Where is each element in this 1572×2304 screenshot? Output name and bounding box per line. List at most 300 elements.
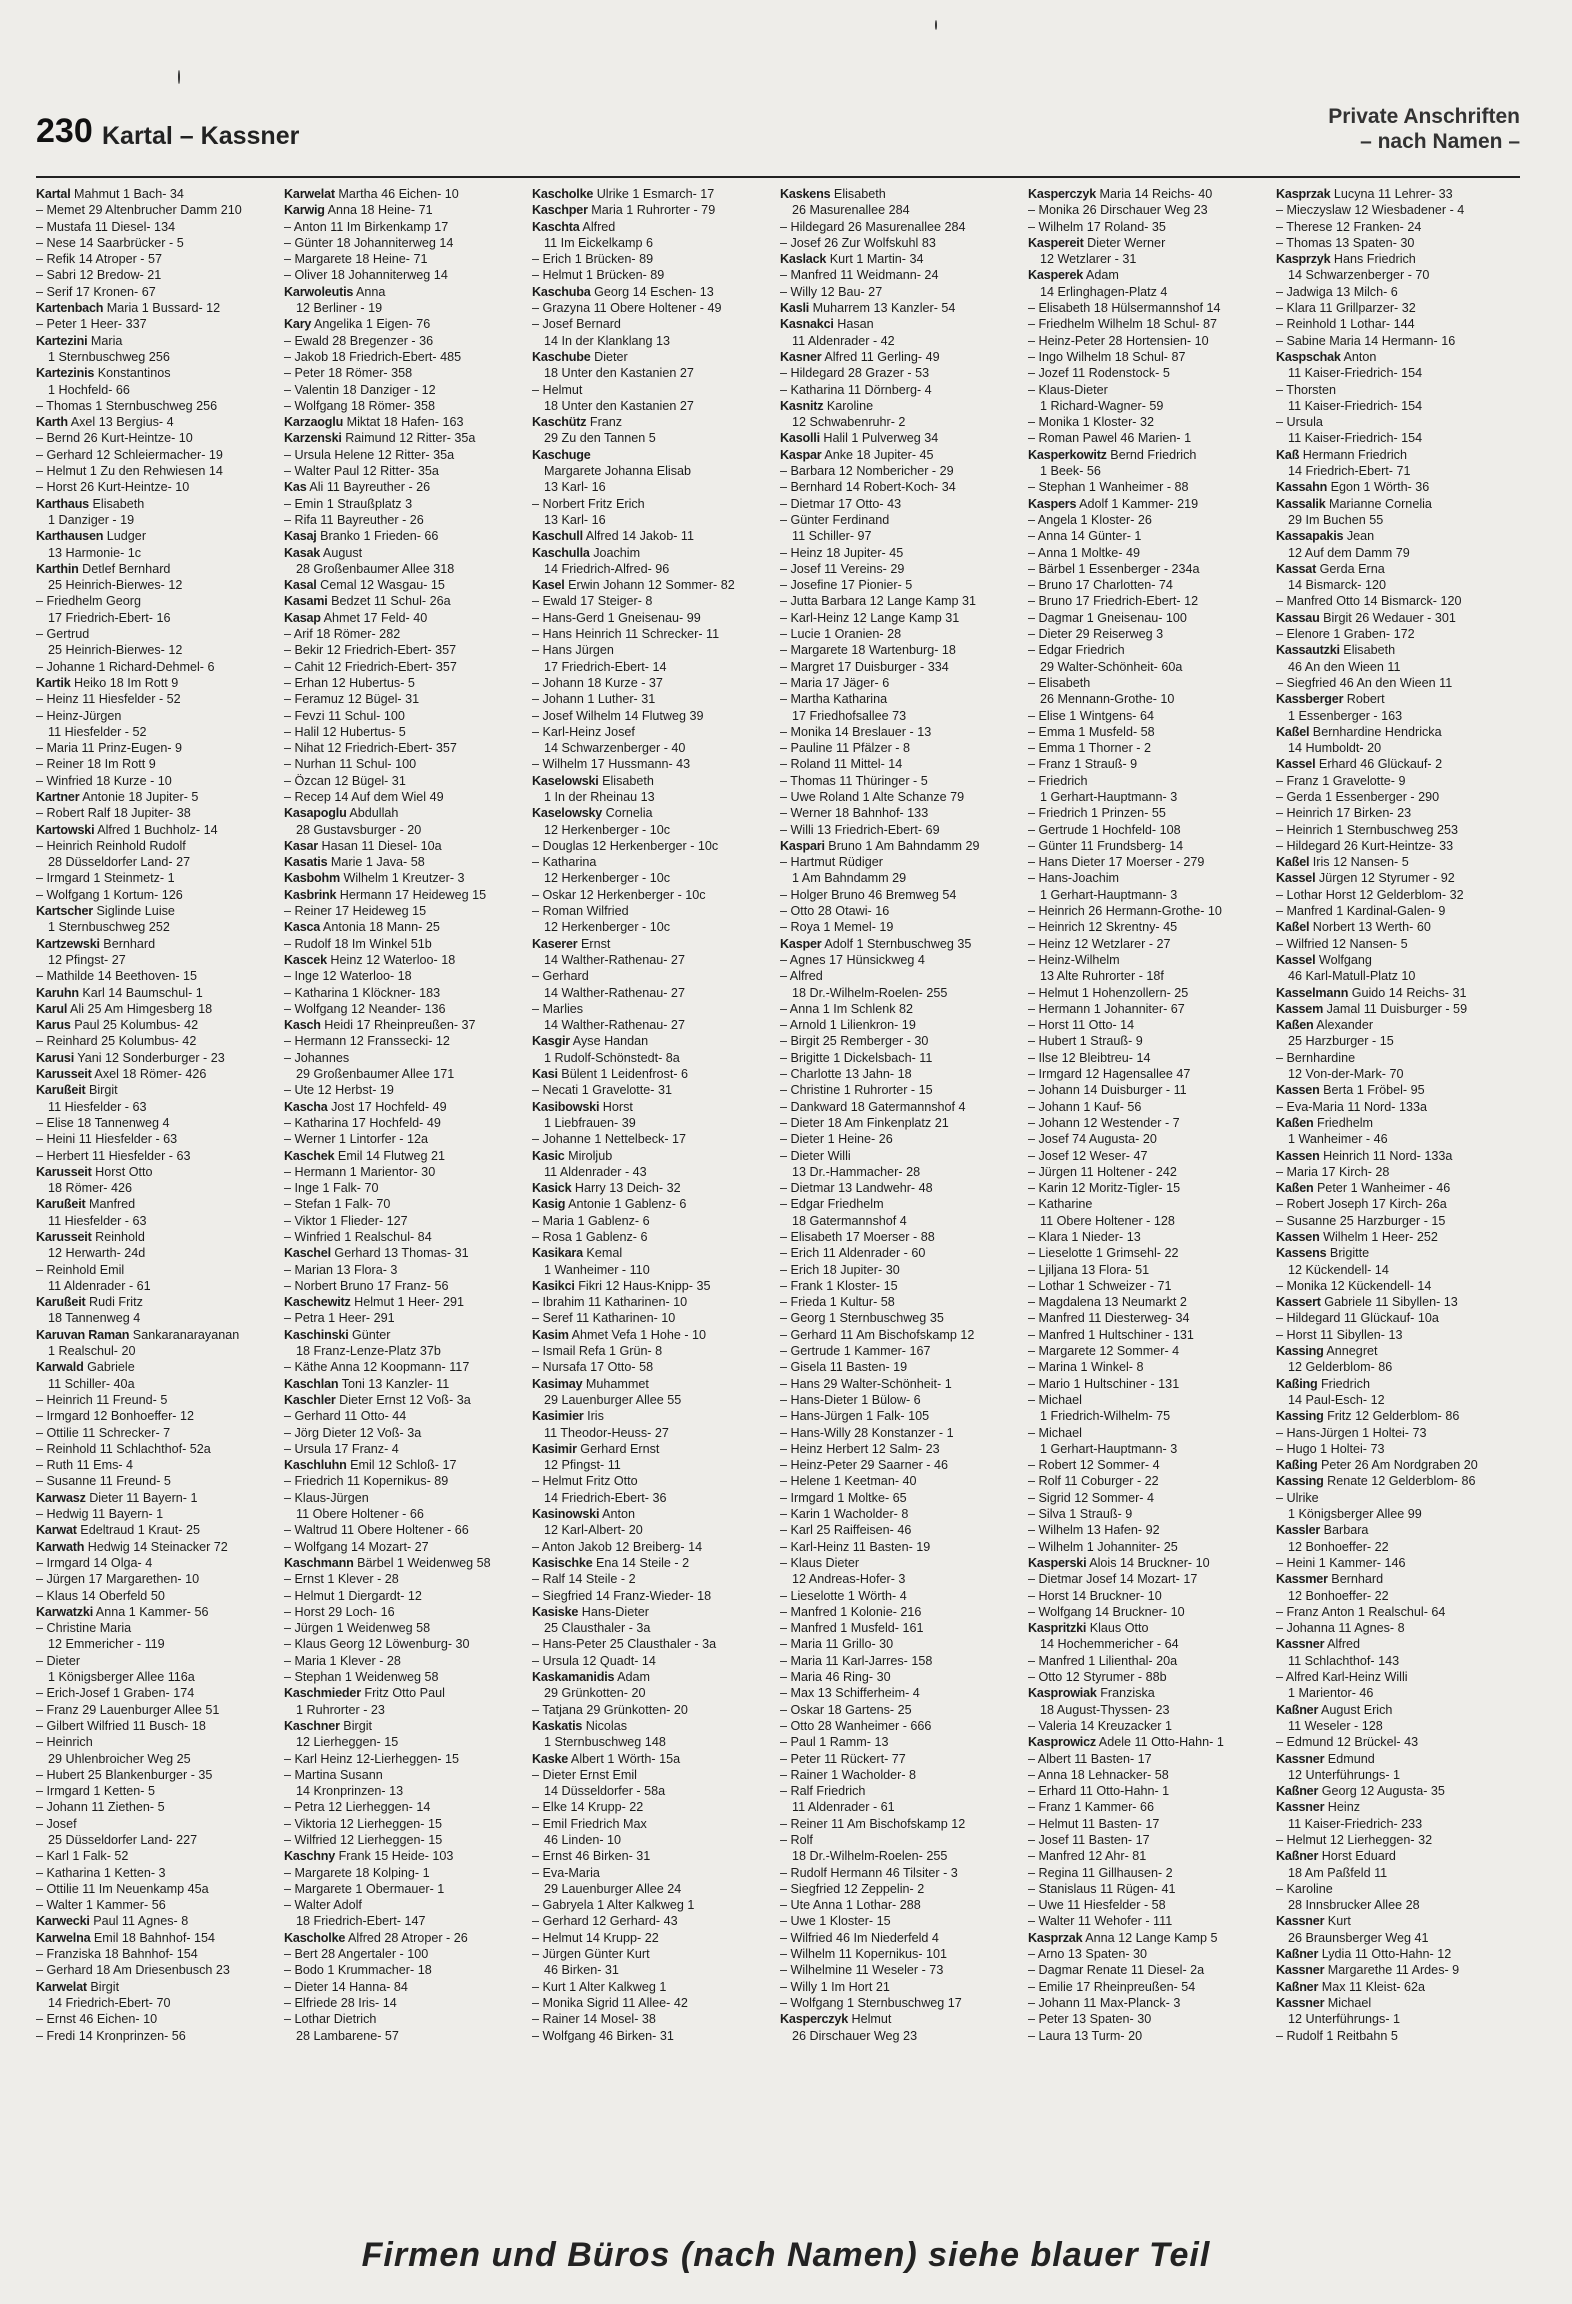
directory-entry xyxy=(1028,1001,1268,1017)
entry-surname: Karwelna xyxy=(36,1930,91,1945)
directory-entry xyxy=(36,968,276,984)
directory-entry xyxy=(1028,968,1268,984)
entry-details: Helmut xyxy=(848,2012,892,2027)
directory-entry xyxy=(780,1457,1020,1473)
entry-surname: Kassel xyxy=(1276,757,1316,772)
entry-details: – Özcan 12 Bügel- 31 xyxy=(284,773,406,788)
directory-entry xyxy=(284,398,524,414)
entry-details: Martha 46 Eichen- 10 xyxy=(334,187,459,201)
entry-details: 12 Unterführungs- 1 xyxy=(1288,2012,1401,2027)
entry-details: – Johanne 1 Richard-Dehmel- 6 xyxy=(36,659,215,674)
directory-entry xyxy=(1028,1131,1268,1147)
entry-surname: Karus xyxy=(36,1018,71,1033)
directory-entry xyxy=(1276,659,1516,675)
entry-details: Franz xyxy=(586,415,623,430)
directory-entry xyxy=(284,1196,524,1212)
directory-entry xyxy=(36,316,276,332)
directory-entry xyxy=(532,1359,772,1375)
directory-entry xyxy=(1276,1816,1516,1832)
directory-entry xyxy=(1028,919,1268,935)
directory-entry xyxy=(1028,1506,1268,1522)
directory-entry xyxy=(1276,1751,1516,1767)
entry-details: 12 Lierheggen- 15 xyxy=(296,1735,399,1750)
directory-entry xyxy=(36,1050,276,1066)
entry-details: – Peter 13 Spaten- 30 xyxy=(1028,2012,1152,2027)
entry-surname: Kaßner xyxy=(1276,1702,1319,1717)
entry-details: 46 Linden- 10 xyxy=(544,1832,622,1847)
section-label xyxy=(1328,104,1520,154)
entry-surname: Kaske xyxy=(532,1751,569,1766)
directory-entry xyxy=(780,1930,1020,1946)
directory-entry xyxy=(1028,1359,1268,1375)
entry-details: 13 Alte Ruhrorter - 18f xyxy=(1040,969,1164,984)
entry-surname: Kassner xyxy=(1276,1914,1325,1929)
directory-entry xyxy=(532,838,772,854)
directory-column-1 xyxy=(36,186,276,2044)
entry-details: – Elke 14 Krupp- 22 xyxy=(532,1800,644,1815)
entry-details: – Dieter 18 Am Finkenplatz 21 xyxy=(780,1115,949,1130)
entry-surname: Kaschmann xyxy=(284,1555,354,1570)
entry-details: 11 Obere Holtener - 128 xyxy=(1040,1213,1175,1228)
entry-details: – Rosa 1 Gablenz- 6 xyxy=(532,1230,648,1244)
directory-entry xyxy=(36,2011,276,2027)
directory-entry xyxy=(1028,724,1268,740)
entry-details: – Manfred 11 Weidmann- 24 xyxy=(780,268,939,283)
directory-entry xyxy=(532,1897,772,1913)
entry-details: – Elise 1 Wintgens- 64 xyxy=(1028,708,1154,723)
directory-entry xyxy=(1276,1164,1516,1180)
directory-entry xyxy=(1276,365,1516,381)
entry-details: – Hedwig 11 Bayern- 1 xyxy=(36,1507,164,1522)
directory-entry xyxy=(284,1473,524,1489)
directory-entry xyxy=(1276,1930,1516,1946)
entry-details: – Heinrich 12 Skrentny- 45 xyxy=(1028,920,1178,935)
directory-entry xyxy=(532,447,772,463)
directory-entry xyxy=(1276,333,1516,349)
directory-entry xyxy=(284,1066,524,1082)
directory-entry xyxy=(1276,1506,1516,1522)
entry-details: Erhard 46 Glückauf- 2 xyxy=(1315,757,1443,772)
directory-entry xyxy=(284,333,524,349)
entry-details: – Johann 14 Duisburger - 11 xyxy=(1028,1083,1187,1098)
entry-details: – Anna 1 Moltke- 49 xyxy=(1028,545,1141,560)
entry-surname: Kasprowicz xyxy=(1028,1735,1096,1750)
directory-entry xyxy=(284,1962,524,1978)
entry-details: – Birgit 25 Remberger - 30 xyxy=(780,1034,929,1049)
entry-details: Maria 14 Reichs- 40 xyxy=(1096,187,1213,201)
directory-entry xyxy=(36,1865,276,1881)
directory-entry xyxy=(1276,545,1516,561)
directory-entry xyxy=(1028,300,1268,316)
directory-entry xyxy=(532,1245,772,1261)
directory-entry xyxy=(284,740,524,756)
entry-surname: Karwig xyxy=(284,203,325,218)
directory-entry xyxy=(1276,1718,1516,1734)
directory-entry xyxy=(532,1441,772,1457)
directory-entry xyxy=(532,1131,772,1147)
entry-details: Jean xyxy=(1343,529,1375,544)
directory-entry xyxy=(780,642,1020,658)
directory-entry xyxy=(284,1522,524,1538)
directory-entry xyxy=(532,1294,772,1310)
entry-details: – Friedrich 1 Prinzen- 55 xyxy=(1028,806,1166,821)
entry-details: – Regina 11 Gillhausen- 2 xyxy=(1028,1865,1173,1880)
entry-details: – Jürgen 17 Margarethen- 10 xyxy=(36,1572,200,1587)
entry-details: 1 Rudolf-Schönstedt- 8a xyxy=(544,1050,680,1065)
entry-surname: Kasolli xyxy=(780,431,820,446)
directory-entry xyxy=(1276,740,1516,756)
directory-entry xyxy=(36,1408,276,1424)
directory-entry xyxy=(284,430,524,446)
directory-entry xyxy=(1276,1588,1516,1604)
entry-details: – Fredi 14 Kronprinzen- 56 xyxy=(36,2028,186,2043)
entry-details: – Jürgen 11 Holtener - 242 xyxy=(1028,1164,1177,1179)
entry-surname: Kasprzak xyxy=(1276,187,1331,201)
directory-entry xyxy=(780,1979,1020,1995)
entry-details: – Irmgard 1 Ketten- 5 xyxy=(36,1784,156,1799)
entry-details: Iris 12 Nansen- 5 xyxy=(1309,855,1409,870)
directory-entry xyxy=(1028,870,1268,886)
entry-surname: Kasischke xyxy=(532,1555,593,1570)
entry-details: – Irmgard 12 Bonhoeffer- 12 xyxy=(36,1409,194,1424)
directory-entry xyxy=(36,1033,276,1049)
entry-details: – Valeria 14 Kreuzacker 1 xyxy=(1028,1718,1172,1733)
entry-details: Harry 13 Deich- 32 xyxy=(571,1181,681,1196)
directory-entry xyxy=(532,675,772,691)
directory-entry xyxy=(284,1343,524,1359)
entry-details: 14 Friedrich-Ebert- 71 xyxy=(1288,464,1411,479)
directory-entry xyxy=(1276,2028,1516,2044)
directory-entry xyxy=(1276,512,1516,528)
entry-details: – Oliver 18 Johanniterweg 14 xyxy=(284,268,448,283)
directory-entry xyxy=(780,1262,1020,1278)
entry-details: – Josef 11 Basten- 17 xyxy=(1028,1832,1150,1847)
directory-entry xyxy=(1028,1751,1268,1767)
directory-entry xyxy=(1028,1294,1268,1310)
directory-entry xyxy=(36,1148,276,1164)
entry-details: – Dagmar 1 Gneisenau- 100 xyxy=(1028,610,1187,625)
entry-details: 14 In der Klanklang 13 xyxy=(544,333,671,348)
directory-entry xyxy=(284,1376,524,1392)
directory-entry xyxy=(1276,496,1516,512)
directory-entry xyxy=(1276,642,1516,658)
directory-entry xyxy=(36,1522,276,1538)
entry-details: Konstantinos xyxy=(94,366,171,381)
directory-entry xyxy=(532,1751,772,1767)
directory-entry xyxy=(532,708,772,724)
directory-entry xyxy=(1028,512,1268,528)
entry-details: – Dieter Willi xyxy=(780,1148,851,1163)
entry-surname: Kasel xyxy=(532,578,565,593)
entry-details: – Gertrude 1 Kammer- 167 xyxy=(780,1344,931,1359)
entry-details: – Charlotte 13 Jahn- 18 xyxy=(780,1067,912,1082)
entry-details: – Gilbert Wilfried 11 Busch- 18 xyxy=(36,1718,206,1733)
entry-details: – Bekir 12 Friedrich-Ebert- 357 xyxy=(284,643,457,658)
directory-entry xyxy=(1276,675,1516,691)
entry-details: – Elisabeth 17 Moerser - 88 xyxy=(780,1230,935,1244)
directory-entry xyxy=(1028,1620,1268,1636)
entry-details: 14 Walther-Rathenau- 27 xyxy=(544,985,685,1000)
entry-surname: Kasnitz xyxy=(780,398,824,413)
directory-entry xyxy=(284,1881,524,1897)
directory-entry xyxy=(284,952,524,968)
directory-entry xyxy=(1028,789,1268,805)
directory-entry xyxy=(1276,1636,1516,1652)
entry-surname: Kasim xyxy=(532,1327,569,1342)
entry-surname: Kasikci xyxy=(532,1278,575,1293)
entry-details: Emil 12 Schloß- 17 xyxy=(346,1458,457,1473)
footer-note: Firmen und Büros (nach Namen) siehe blauer Teil xyxy=(361,2236,1211,2274)
entry-details: – Heinz-Jürgen xyxy=(36,708,122,723)
directory-entry xyxy=(1028,1539,1268,1555)
entry-details: – Siegfried 12 Zeppelin- 2 xyxy=(780,1881,925,1896)
directory-entry xyxy=(780,854,1020,870)
entry-details: 29 Lauenburger Allee 24 xyxy=(544,1881,682,1896)
entry-details: Elisabeth xyxy=(598,773,654,788)
entry-details: – Heinz-Wilhelm xyxy=(1028,952,1120,967)
entry-details: – Necati 1 Gravelotte- 31 xyxy=(532,1083,673,1098)
directory-entry xyxy=(1028,1799,1268,1815)
entry-surname: Kassem xyxy=(1276,1001,1324,1016)
entry-details: Raimund 12 Ritter- 35a xyxy=(341,431,476,446)
entry-surname: Kaschny xyxy=(284,1849,336,1864)
directory-entry xyxy=(1276,1359,1516,1375)
entry-details: Anna 12 Lange Kamp 5 xyxy=(1082,1930,1218,1945)
entry-details: 12 Gelderblom- 86 xyxy=(1288,1360,1393,1375)
directory-entry xyxy=(36,1636,276,1652)
directory-entry xyxy=(1028,1685,1268,1701)
directory-entry xyxy=(1028,708,1268,724)
directory-entry xyxy=(284,267,524,283)
directory-entry xyxy=(36,1848,276,1864)
entry-details: 11 Obere Holtener - 66 xyxy=(296,1507,424,1522)
directory-entry xyxy=(780,528,1020,544)
entry-details: – Emilie 17 Rheinpreußen- 54 xyxy=(1028,1979,1196,1994)
entry-details: 11 Hiesfelder - 63 xyxy=(48,1099,147,1114)
directory-entry xyxy=(1028,251,1268,267)
directory-entry xyxy=(1276,903,1516,919)
entry-details: – Wolfgang 14 Mozart- 27 xyxy=(284,1539,429,1554)
directory-entry xyxy=(36,838,276,854)
directory-entry xyxy=(36,854,276,870)
entry-details: – Heinrich Reinhold Rudolf xyxy=(36,838,186,853)
directory-entry xyxy=(532,1148,772,1164)
directory-entry xyxy=(1276,1620,1516,1636)
entry-details: – Alfred Karl-Heinz Willi xyxy=(1276,1670,1408,1685)
entry-details: 25 Heinrich-Bierwes- 12 xyxy=(48,643,183,658)
entry-details: Antonie 18 Jupiter- 5 xyxy=(79,789,199,804)
directory-entry xyxy=(1276,1408,1516,1424)
directory-entry xyxy=(780,316,1020,332)
entry-details: 12 Schwabenruhr- 2 xyxy=(792,415,906,430)
entry-details: – Ibrahim 11 Katharinen- 10 xyxy=(532,1295,688,1310)
entry-details: – Heinrich xyxy=(36,1735,93,1750)
entry-surname: Karwelat xyxy=(284,187,335,201)
directory-entry xyxy=(780,1604,1020,1620)
entry-surname: Kasprzak xyxy=(1028,1930,1083,1945)
directory-entry xyxy=(532,284,772,300)
entry-details: – Monika 14 Breslauer - 13 xyxy=(780,724,932,739)
entry-surname: Kartscher xyxy=(36,904,93,919)
directory-entry xyxy=(532,1653,772,1669)
entry-details: Brigitte xyxy=(1326,1246,1370,1261)
entry-details: – Heinz-Peter 29 Saarner - 46 xyxy=(780,1458,949,1473)
entry-details: – Gertrud xyxy=(36,627,90,642)
entry-surname: Kaschek xyxy=(284,1148,335,1163)
entry-surname: Kasimir xyxy=(532,1441,577,1456)
entry-details: Siglinde Luise xyxy=(93,904,175,919)
entry-surname: Karwoleutis xyxy=(284,284,354,299)
directory-entry xyxy=(1028,561,1268,577)
directory-entry xyxy=(1276,1881,1516,1897)
entry-details: 14 Walther-Rathenau- 27 xyxy=(544,1018,685,1033)
entry-details: – Horst 11 Otto- 14 xyxy=(1028,1018,1135,1033)
directory-entry xyxy=(532,316,772,332)
directory-entry xyxy=(780,300,1020,316)
entry-details: 28 Lambarene- 57 xyxy=(296,2028,399,2043)
entry-details: 29 Grünkotten- 20 xyxy=(544,1686,646,1701)
entry-surname: Kaßner xyxy=(1276,1784,1319,1799)
directory-entry xyxy=(1028,284,1268,300)
directory-entry xyxy=(1276,1099,1516,1115)
entry-details: – Serif 17 Kronen- 67 xyxy=(36,284,156,299)
entry-details: – Katharine xyxy=(1028,1197,1093,1212)
directory-entry xyxy=(532,1327,772,1343)
entry-details: – Rudolf 18 Im Winkel 51b xyxy=(284,936,432,951)
directory-entry xyxy=(36,577,276,593)
entry-details: 11 Aldenrader - 61 xyxy=(792,1800,895,1815)
entry-details: – Wolfgang 1 Kortum- 126 xyxy=(36,887,183,902)
entry-details: 18 Römer- 426 xyxy=(48,1181,132,1196)
entry-details: 1 Richard-Wagner- 59 xyxy=(1040,398,1164,413)
directory-entry xyxy=(532,2011,772,2027)
directory-entry xyxy=(780,789,1020,805)
entry-details: – Wolfgang 18 Römer- 358 xyxy=(284,398,435,413)
directory-entry xyxy=(1276,316,1516,332)
entry-details: – Irmgard 1 Moltke- 65 xyxy=(780,1490,907,1505)
entry-details: Angelika 1 Eigen- 76 xyxy=(311,317,431,332)
entry-details: – Georg 1 Sternbuschweg 35 xyxy=(780,1311,944,1326)
entry-details: 18 Unter den Kastanien 27 xyxy=(544,366,694,381)
directory-entry xyxy=(532,854,772,870)
entry-details: – Dagmar Renate 11 Diesel- 2a xyxy=(1028,1963,1205,1978)
entry-details: – Petra 1 Heer- 291 xyxy=(284,1311,395,1326)
entry-details: – Monika 26 Dirschauer Weg 23 xyxy=(1028,203,1208,218)
directory-entry xyxy=(36,349,276,365)
entry-details: – Karl-Heinz Josef xyxy=(532,724,635,739)
directory-entry xyxy=(36,414,276,430)
entry-surname: Karuhn xyxy=(36,985,79,1000)
entry-details: – Hermann 1 Johanniter- 67 xyxy=(1028,1001,1185,1016)
entry-surname: Kaßing xyxy=(1276,1376,1318,1391)
directory-entry xyxy=(1276,1017,1516,1033)
directory-entry xyxy=(532,1734,772,1750)
directory-entry xyxy=(780,936,1020,952)
entry-details: – Albert 11 Basten- 17 xyxy=(1028,1751,1152,1766)
entry-details: – Ingo Wilhelm 18 Schul- 87 xyxy=(1028,349,1186,364)
entry-details: – Arif 18 Römer- 282 xyxy=(284,627,401,642)
directory-entry xyxy=(780,1816,1020,1832)
entry-surname: Kartik xyxy=(36,675,71,690)
entry-details: 13 Karl- 16 xyxy=(544,512,606,527)
entry-surname: Kasapoglu xyxy=(284,806,347,821)
directory-entry xyxy=(1028,479,1268,495)
entry-surname: Kaschler xyxy=(284,1392,336,1407)
directory-entry xyxy=(780,202,1020,218)
entry-details: Joachim xyxy=(589,545,641,560)
directory-entry xyxy=(1028,1962,1268,1978)
entry-details: – Recep 14 Auf dem Wiel 49 xyxy=(284,789,444,804)
entry-details: – Erich 1 Brücken- 89 xyxy=(532,252,654,267)
entry-surname: Karusi xyxy=(36,1050,74,1065)
entry-details: Lydia 11 Otto-Hahn- 12 xyxy=(1318,1947,1452,1962)
directory-entry xyxy=(36,936,276,952)
directory-entry xyxy=(780,1751,1020,1767)
directory-entry xyxy=(1028,1848,1268,1864)
entry-details: Nicolas xyxy=(582,1718,628,1733)
entry-details: – Franz 1 Gravelotte- 9 xyxy=(1276,773,1406,788)
entry-details: – Mustafa 11 Diesel- 134 xyxy=(36,219,176,234)
directory-entry xyxy=(284,251,524,267)
directory-entry xyxy=(1028,903,1268,919)
directory-entry xyxy=(284,349,524,365)
directory-entry xyxy=(780,1294,1020,1310)
directory-entry xyxy=(1276,985,1516,1001)
directory-entry xyxy=(1028,1897,1268,1913)
entry-details: Horst xyxy=(599,1099,633,1114)
directory-entry xyxy=(284,414,524,430)
entry-details: – Jürgen 1 Weidenweg 58 xyxy=(284,1621,431,1636)
entry-details: Antonia 18 Mann- 25 xyxy=(320,920,440,935)
entry-details: – Josef 74 Augusta- 20 xyxy=(1028,1132,1157,1147)
directory-entry xyxy=(36,1099,276,1115)
entry-details: Maria 1 Ruhrorter - 79 xyxy=(587,203,716,218)
directory-entry xyxy=(532,903,772,919)
entry-details: – Therese 12 Franken- 24 xyxy=(1276,219,1422,234)
entry-details: – Elisabeth 18 Hülsermannshof 14 xyxy=(1028,301,1221,316)
entry-details: Anton xyxy=(599,1507,636,1522)
entry-details: Renate 12 Gelderblom- 86 xyxy=(1323,1474,1476,1489)
directory-entry xyxy=(36,1425,276,1441)
entry-details: 46 An den Wieen 11 xyxy=(1288,659,1401,674)
entry-details: – Anton 11 Im Birkenkamp 17 xyxy=(284,219,449,234)
entry-surname: Kasnakci xyxy=(780,317,834,332)
directory-entry xyxy=(36,593,276,609)
directory-entry xyxy=(1276,1115,1516,1131)
entry-surname: Kaspers xyxy=(1028,496,1077,511)
entry-details: – Uwe 1 Kloster- 15 xyxy=(780,1914,891,1929)
entry-details: – Nese 14 Saarbrücker - 5 xyxy=(36,235,184,250)
directory-entry xyxy=(284,626,524,642)
entry-details: Hans Friedrich xyxy=(1330,252,1416,267)
directory-entry xyxy=(532,740,772,756)
directory-entry xyxy=(1028,349,1268,365)
directory-entry xyxy=(1276,773,1516,789)
entry-details: 12 Bonhoeffer- 22 xyxy=(1288,1539,1389,1554)
entry-details: – Dietmar Josef 14 Mozart- 17 xyxy=(1028,1572,1198,1587)
entry-surname: Kasaj xyxy=(284,529,317,544)
directory-entry xyxy=(36,1962,276,1978)
entry-details: – Maria 1 Klever - 28 xyxy=(284,1653,401,1668)
entry-details: – Gerhard 11 Am Bischofskamp 12 xyxy=(780,1327,975,1342)
entry-details: 1 Wanheimer - 110 xyxy=(544,1262,650,1277)
directory-entry xyxy=(532,1490,772,1506)
entry-details: 12 Karl-Albert- 20 xyxy=(544,1523,643,1538)
entry-details: – Ernst 1 Klever - 28 xyxy=(284,1572,399,1587)
directory-entry xyxy=(1276,1946,1516,1962)
entry-details: August xyxy=(320,545,363,560)
directory-entry xyxy=(532,1702,772,1718)
